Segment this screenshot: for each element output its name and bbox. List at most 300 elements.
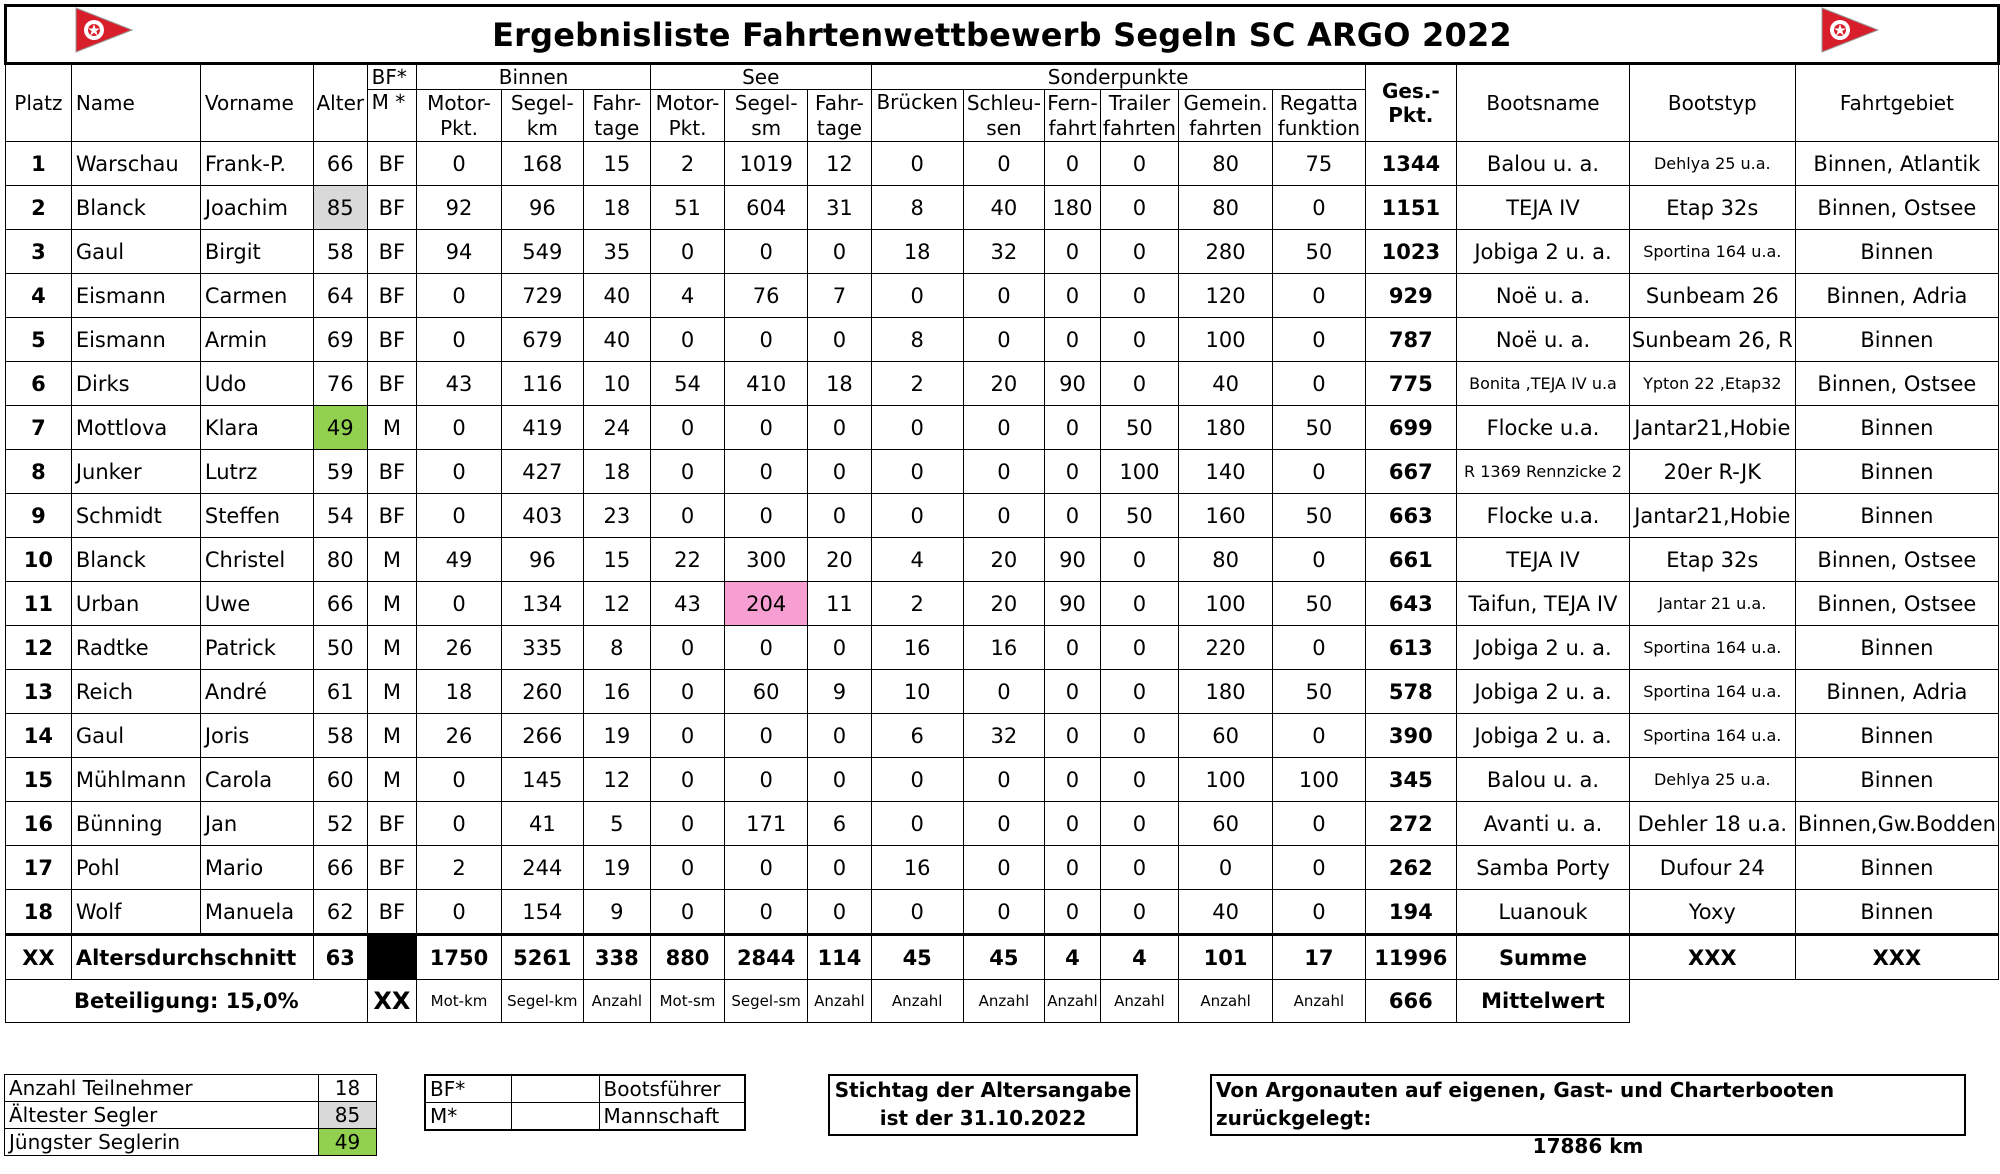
cell-binnen-segel: 419: [501, 406, 583, 450]
cell-role: M: [367, 670, 417, 714]
cell-see-segel: 1019: [725, 142, 808, 186]
cell-binnen-segel: 145: [501, 758, 583, 802]
cell-see-fahrtage: 7: [808, 274, 871, 318]
cell-trailer: 0: [1100, 538, 1178, 582]
cell-binnen-fahrtage: 40: [583, 318, 650, 362]
cell-bootstyp: Etap 32s: [1629, 538, 1795, 582]
cell-role: BF: [367, 802, 417, 846]
cell-fahrtgebiet: Binnen, Ostsee: [1795, 362, 1998, 406]
cell-vorname: Jan: [200, 802, 313, 846]
cell-bootsname: Balou u. a.: [1457, 758, 1630, 802]
cell-name: Wolf: [71, 890, 200, 935]
cell-gesamt: 643: [1365, 582, 1457, 626]
cell-vorname: Manuela: [200, 890, 313, 935]
table-row: [6, 846, 1999, 890]
cell-alter: 66: [313, 582, 367, 626]
cell-trailer: 0: [1100, 670, 1178, 714]
cell-role: BF: [367, 846, 417, 890]
cell-see-segel: 0: [725, 714, 808, 758]
cell-binnen-segel: 335: [501, 626, 583, 670]
group-sonderpunkte: Sonderpunkte: [871, 64, 1365, 90]
cell-fernfahrt: 90: [1045, 362, 1101, 406]
cell-regatta: 0: [1273, 274, 1365, 318]
cell-platz: 12: [6, 626, 72, 670]
cell-bootsname: Taifun, TEJA IV: [1457, 582, 1630, 626]
cell-trailer: 0: [1100, 362, 1178, 406]
cell-name: Gaul: [71, 714, 200, 758]
cell-see-fahrtage: 31: [808, 186, 871, 230]
cell-trailer: 0: [1100, 714, 1178, 758]
cell-regatta: 0: [1273, 846, 1365, 890]
cell-role: BF: [367, 186, 417, 230]
cell-see-fahrtage: 0: [808, 890, 871, 935]
cell-platz: 7: [6, 406, 72, 450]
cell-platz: 10: [6, 538, 72, 582]
cell-gemeinfahrten: 120: [1178, 274, 1272, 318]
cell-platz: 5: [6, 318, 72, 362]
cell-name: Mottlova: [71, 406, 200, 450]
cell-platz: 14: [6, 714, 72, 758]
unit-label: Mot-km: [417, 980, 502, 1023]
cell-alter: 66: [313, 846, 367, 890]
cell-bruecken: 0: [871, 274, 963, 318]
cell-fernfahrt: 0: [1045, 714, 1101, 758]
cell-see-segel: 0: [725, 846, 808, 890]
cell-fernfahrt: 0: [1045, 318, 1101, 362]
cell-binnen-motor: 0: [417, 318, 502, 362]
table-row: [6, 802, 1999, 846]
cell-fernfahrt: 0: [1045, 230, 1101, 274]
cell-binnen-motor: 26: [417, 626, 502, 670]
cell-see-fahrtage: 0: [808, 230, 871, 274]
cell-fahrtgebiet: Binnen: [1795, 758, 1998, 802]
cell-name: Dirks: [71, 362, 200, 406]
summary-row: [6, 935, 1999, 980]
cell-gesamt: 667: [1365, 450, 1457, 494]
cell-bruecken: 0: [871, 494, 963, 538]
cell-fernfahrt: 0: [1045, 802, 1101, 846]
cell-name: Gaul: [71, 230, 200, 274]
table-row: [6, 582, 1999, 626]
cell-binnen-fahrtage: 5: [583, 802, 650, 846]
cell-platz: 8: [6, 450, 72, 494]
cell-binnen-motor: 49: [417, 538, 502, 582]
legend-meaning: Mannschaft: [599, 1103, 745, 1131]
cell-name: Eismann: [71, 318, 200, 362]
cell-fahrtgebiet: Binnen, Atlantik: [1795, 142, 1998, 186]
cell-schleusen: 20: [963, 582, 1044, 626]
cell-binnen-segel: 266: [501, 714, 583, 758]
cell-trailer: 50: [1100, 406, 1178, 450]
group-see: See: [650, 64, 871, 90]
summary-label: Altersdurchschnitt: [71, 935, 313, 980]
sum-value: 45: [871, 935, 963, 980]
cell-platz: 2: [6, 186, 72, 230]
cell-gesamt: 787: [1365, 318, 1457, 362]
cell-see-segel: 0: [725, 406, 808, 450]
cell-bruecken: 8: [871, 186, 963, 230]
cell-regatta: 75: [1273, 142, 1365, 186]
col-bf: BF*: [367, 64, 417, 90]
cell-gemeinfahrten: 100: [1178, 318, 1272, 362]
cell-trailer: 100: [1100, 450, 1178, 494]
cell-alter: 61: [313, 670, 367, 714]
cell-role: M: [367, 714, 417, 758]
cell-vorname: Steffen: [200, 494, 313, 538]
cell-name: Eismann: [71, 274, 200, 318]
cell-alter: 80: [313, 538, 367, 582]
cell-regatta: 0: [1273, 362, 1365, 406]
table-row: [6, 626, 1999, 670]
legend-blank: [511, 1103, 599, 1131]
cell-alter: 49: [313, 406, 367, 450]
cell-regatta: 0: [1273, 186, 1365, 230]
stat-row: [5, 1075, 377, 1102]
cell-bruecken: 6: [871, 714, 963, 758]
cell-binnen-segel: 427: [501, 450, 583, 494]
cell-bootsname: Jobiga 2 u. a.: [1457, 626, 1630, 670]
cell-see-fahrtage: 0: [808, 714, 871, 758]
table-row: [6, 758, 1999, 802]
cell-vorname: Lutrz: [200, 450, 313, 494]
cell-bootsname: Noë u. a.: [1457, 318, 1630, 362]
cell-role: BF: [367, 142, 417, 186]
stat-value: 85: [319, 1102, 377, 1129]
cell-vorname: André: [200, 670, 313, 714]
cell-bootstyp: Ypton 22 ,Etap32: [1629, 362, 1795, 406]
cell-see-motor: 54: [650, 362, 724, 406]
cell-bruecken: 8: [871, 318, 963, 362]
cell-gemeinfahrten: 180: [1178, 406, 1272, 450]
cell-bootstyp: Sportina 164 u.a.: [1629, 230, 1795, 274]
table-row: [6, 890, 1999, 935]
cell-platz: 6: [6, 362, 72, 406]
cell-gemeinfahrten: 40: [1178, 890, 1272, 935]
cell-gesamt: 661: [1365, 538, 1457, 582]
cell-fernfahrt: 0: [1045, 494, 1101, 538]
cell-gemeinfahrten: 80: [1178, 142, 1272, 186]
cell-schleusen: 0: [963, 450, 1044, 494]
cell-regatta: 50: [1273, 406, 1365, 450]
cell-binnen-segel: 260: [501, 670, 583, 714]
stats-table: [4, 1074, 377, 1156]
cell-bootstyp: Jantar 21 u.a.: [1629, 582, 1795, 626]
cell-schleusen: 20: [963, 538, 1044, 582]
stat-label: Jüngster Seglerin: [5, 1129, 319, 1156]
cell-regatta: 50: [1273, 230, 1365, 274]
cell-bootsname: Jobiga 2 u. a.: [1457, 230, 1630, 274]
cell-see-segel: 204: [725, 582, 808, 626]
cell-bootstyp: Jantar21,Hobie: [1629, 406, 1795, 450]
cell-bootstyp: Etap 32s: [1629, 186, 1795, 230]
cell-gemeinfahrten: 0: [1178, 846, 1272, 890]
cell-see-segel: 0: [725, 626, 808, 670]
cell-binnen-segel: 134: [501, 582, 583, 626]
cell-see-segel: 60: [725, 670, 808, 714]
unit-label: Anzahl: [1178, 980, 1272, 1023]
cell-role: BF: [367, 318, 417, 362]
cell-name: Reich: [71, 670, 200, 714]
cell-binnen-fahrtage: 18: [583, 186, 650, 230]
legend-blank: [511, 1075, 599, 1103]
cell-binnen-fahrtage: 10: [583, 362, 650, 406]
col-alter: Alter: [313, 64, 367, 142]
cell-trailer: 0: [1100, 142, 1178, 186]
unit-label: Anzahl: [1273, 980, 1365, 1023]
cell-gesamt: 1344: [1365, 142, 1457, 186]
col-bootstyp: Bootstyp: [1629, 64, 1795, 142]
summary-age: 63: [313, 935, 367, 980]
cell-bootsname: Bonita ,TEJA IV u.a: [1457, 362, 1630, 406]
cell-see-fahrtage: 11: [808, 582, 871, 626]
sum-value: 1750: [417, 935, 502, 980]
col-schleusen: Schleu- sen: [963, 90, 1044, 142]
blank-cell: [367, 935, 417, 980]
cell-bootsname: Flocke u.a.: [1457, 494, 1630, 538]
cell-binnen-segel: 244: [501, 846, 583, 890]
cell-alter: 66: [313, 142, 367, 186]
cell-binnen-segel: 96: [501, 186, 583, 230]
cell-see-fahrtage: 0: [808, 626, 871, 670]
cell-bootstyp: Sunbeam 26, R: [1629, 318, 1795, 362]
cell-name: Mühlmann: [71, 758, 200, 802]
sum-value: 101: [1178, 935, 1272, 980]
cell-see-segel: 0: [725, 494, 808, 538]
cell-alter: 58: [313, 714, 367, 758]
cell-role: BF: [367, 230, 417, 274]
sum-total: 11996: [1365, 935, 1457, 980]
col-bootsname: Bootsname: [1457, 64, 1630, 142]
cell-binnen-segel: 168: [501, 142, 583, 186]
cell-see-fahrtage: 18: [808, 362, 871, 406]
table-row: [6, 318, 1999, 362]
sum-value: 2844: [725, 935, 808, 980]
cell-bruecken: 0: [871, 142, 963, 186]
cell-platz: 1: [6, 142, 72, 186]
unit-label: Mot-sm: [650, 980, 724, 1023]
cell-trailer: 0: [1100, 626, 1178, 670]
cell-see-fahrtage: 0: [808, 406, 871, 450]
stat-label: Ältester Segler: [5, 1102, 319, 1129]
results-table: [4, 4, 2000, 1023]
cell-schleusen: 0: [963, 670, 1044, 714]
cell-see-segel: 171: [725, 802, 808, 846]
sum-value: 4: [1100, 935, 1178, 980]
cell-alter: 59: [313, 450, 367, 494]
table-row: [6, 450, 1999, 494]
cell-bootstyp: Dehler 18 u.a.: [1629, 802, 1795, 846]
cell-gesamt: 345: [1365, 758, 1457, 802]
group-binnen: Binnen: [417, 64, 651, 90]
sum-value: 5261: [501, 935, 583, 980]
participation-rate: Beteiligung: 15,0%: [6, 980, 368, 1023]
cell-binnen-motor: 0: [417, 802, 502, 846]
stat-row: [5, 1129, 377, 1156]
cell-gemeinfahrten: 140: [1178, 450, 1272, 494]
cell-binnen-fahrtage: 19: [583, 714, 650, 758]
cell-binnen-motor: 0: [417, 758, 502, 802]
cell-gesamt: 1023: [1365, 230, 1457, 274]
cell-see-motor: 22: [650, 538, 724, 582]
cell-fahrtgebiet: Binnen: [1795, 494, 1998, 538]
unit-label: Anzahl: [1045, 980, 1101, 1023]
table-row: [6, 494, 1999, 538]
cell-trailer: 0: [1100, 186, 1178, 230]
col-gemeinfahrten: Gemein. fahrten: [1178, 90, 1272, 142]
cell-bootstyp: Yoxy: [1629, 890, 1795, 935]
unit-label: Segel-km: [501, 980, 583, 1023]
cell-trailer: 0: [1100, 846, 1178, 890]
unit-label: Anzahl: [1100, 980, 1178, 1023]
cell-see-segel: 0: [725, 450, 808, 494]
cell-binnen-fahrtage: 12: [583, 582, 650, 626]
cell-bootstyp: Dehlya 25 u.a.: [1629, 758, 1795, 802]
table-row: [6, 538, 1999, 582]
cell-bootstyp: Sportina 164 u.a.: [1629, 714, 1795, 758]
cell-schleusen: 16: [963, 626, 1044, 670]
cell-schleusen: 0: [963, 758, 1044, 802]
col-binnen-fahrtage: Fahr- tage: [583, 90, 650, 142]
cell-fahrtgebiet: Binnen: [1795, 450, 1998, 494]
cell-fahrtgebiet: Binnen: [1795, 318, 1998, 362]
cell-trailer: 0: [1100, 582, 1178, 626]
cell-alter: 54: [313, 494, 367, 538]
summary-fahrtgebiet: XXX: [1795, 935, 1998, 980]
col-trailer: Trailer fahrten: [1100, 90, 1178, 142]
cell-bruecken: 2: [871, 362, 963, 406]
cell-binnen-motor: 43: [417, 362, 502, 406]
cell-fernfahrt: 0: [1045, 670, 1101, 714]
cell-vorname: Carola: [200, 758, 313, 802]
cell-fernfahrt: 0: [1045, 142, 1101, 186]
cell-see-motor: 2: [650, 142, 724, 186]
cell-trailer: 0: [1100, 890, 1178, 935]
legend-table: [424, 1074, 746, 1131]
cell-schleusen: 0: [963, 802, 1044, 846]
cell-bootsname: Jobiga 2 u. a.: [1457, 670, 1630, 714]
cell-binnen-fahrtage: 23: [583, 494, 650, 538]
cell-schleusen: 0: [963, 494, 1044, 538]
cell-regatta: 0: [1273, 714, 1365, 758]
cell-see-segel: 410: [725, 362, 808, 406]
cell-fernfahrt: 90: [1045, 582, 1101, 626]
cell-binnen-motor: 0: [417, 406, 502, 450]
unit-label: Segel-sm: [725, 980, 808, 1023]
cell-platz: 17: [6, 846, 72, 890]
cell-binnen-segel: 116: [501, 362, 583, 406]
cell-see-fahrtage: 20: [808, 538, 871, 582]
cell-see-motor: 0: [650, 802, 724, 846]
cell-schleusen: 0: [963, 318, 1044, 362]
cell-trailer: 0: [1100, 758, 1178, 802]
cell-bruecken: 10: [871, 670, 963, 714]
cell-platz: 4: [6, 274, 72, 318]
cell-binnen-segel: 729: [501, 274, 583, 318]
cell-see-segel: 300: [725, 538, 808, 582]
col-fahrtgebiet: Fahrtgebiet: [1795, 64, 1998, 142]
cell-regatta: 50: [1273, 494, 1365, 538]
sum-value: 114: [808, 935, 871, 980]
cell-fahrtgebiet: Binnen: [1795, 626, 1998, 670]
cell-alter: 52: [313, 802, 367, 846]
cell-binnen-motor: 0: [417, 890, 502, 935]
cell-role: M: [367, 538, 417, 582]
legend-row: [425, 1103, 745, 1131]
cell-regatta: 100: [1273, 758, 1365, 802]
cell-binnen-motor: 2: [417, 846, 502, 890]
cell-gesamt: 929: [1365, 274, 1457, 318]
cell-vorname: Patrick: [200, 626, 313, 670]
cell-bootsname: Noë u. a.: [1457, 274, 1630, 318]
cell-gemeinfahrten: 160: [1178, 494, 1272, 538]
cell-see-motor: 0: [650, 670, 724, 714]
cell-binnen-fahrtage: 24: [583, 406, 650, 450]
cell-regatta: 0: [1273, 626, 1365, 670]
unit-label: Anzahl: [963, 980, 1044, 1023]
cell-bootstyp: Sportina 164 u.a.: [1629, 670, 1795, 714]
cell-vorname: Udo: [200, 362, 313, 406]
cell-fahrtgebiet: Binnen: [1795, 846, 1998, 890]
cell-platz: 9: [6, 494, 72, 538]
cell-vorname: Christel: [200, 538, 313, 582]
cell-bruecken: 4: [871, 538, 963, 582]
cell-vorname: Frank-P.: [200, 142, 313, 186]
cell-binnen-fahrtage: 16: [583, 670, 650, 714]
cell-alter: 64: [313, 274, 367, 318]
cell-gemeinfahrten: 280: [1178, 230, 1272, 274]
cell-name: Pohl: [71, 846, 200, 890]
cell-binnen-motor: 0: [417, 142, 502, 186]
cell-see-fahrtage: 12: [808, 142, 871, 186]
cell-see-fahrtage: 0: [808, 846, 871, 890]
cell-fahrtgebiet: Binnen: [1795, 714, 1998, 758]
cell-binnen-motor: 0: [417, 274, 502, 318]
cell-bootsname: TEJA IV: [1457, 538, 1630, 582]
stat-row: [5, 1102, 377, 1129]
cell-gesamt: 272: [1365, 802, 1457, 846]
cell-name: Urban: [71, 582, 200, 626]
cell-regatta: 0: [1273, 890, 1365, 935]
table-row: [6, 186, 1999, 230]
cell-role: BF: [367, 890, 417, 935]
cell-role: BF: [367, 450, 417, 494]
summary-bootsname: Summe: [1457, 935, 1630, 980]
cell-alter: 85: [313, 186, 367, 230]
cell-gesamt: 699: [1365, 406, 1457, 450]
cell-trailer: 0: [1100, 318, 1178, 362]
table-row: [6, 714, 1999, 758]
cell-name: Blanck: [71, 538, 200, 582]
cell-binnen-segel: 41: [501, 802, 583, 846]
cell-gemeinfahrten: 100: [1178, 758, 1272, 802]
cell-binnen-motor: 0: [417, 494, 502, 538]
cell-fernfahrt: 90: [1045, 538, 1101, 582]
cell-schleusen: 32: [963, 714, 1044, 758]
cell-bruecken: 0: [871, 758, 963, 802]
cell-fahrtgebiet: Binnen, Adria: [1795, 274, 1998, 318]
cell-gemeinfahrten: 60: [1178, 802, 1272, 846]
col-vorname: Vorname: [200, 64, 313, 142]
average-label: Mittelwert: [1457, 980, 1630, 1023]
table-row: [6, 142, 1999, 186]
cell-platz: 3: [6, 230, 72, 274]
cell-vorname: Mario: [200, 846, 313, 890]
cell-bootstyp: Dufour 24: [1629, 846, 1795, 890]
cell-trailer: 0: [1100, 230, 1178, 274]
cell-schleusen: 32: [963, 230, 1044, 274]
cell-binnen-fahrtage: 19: [583, 846, 650, 890]
sum-value: 45: [963, 935, 1044, 980]
